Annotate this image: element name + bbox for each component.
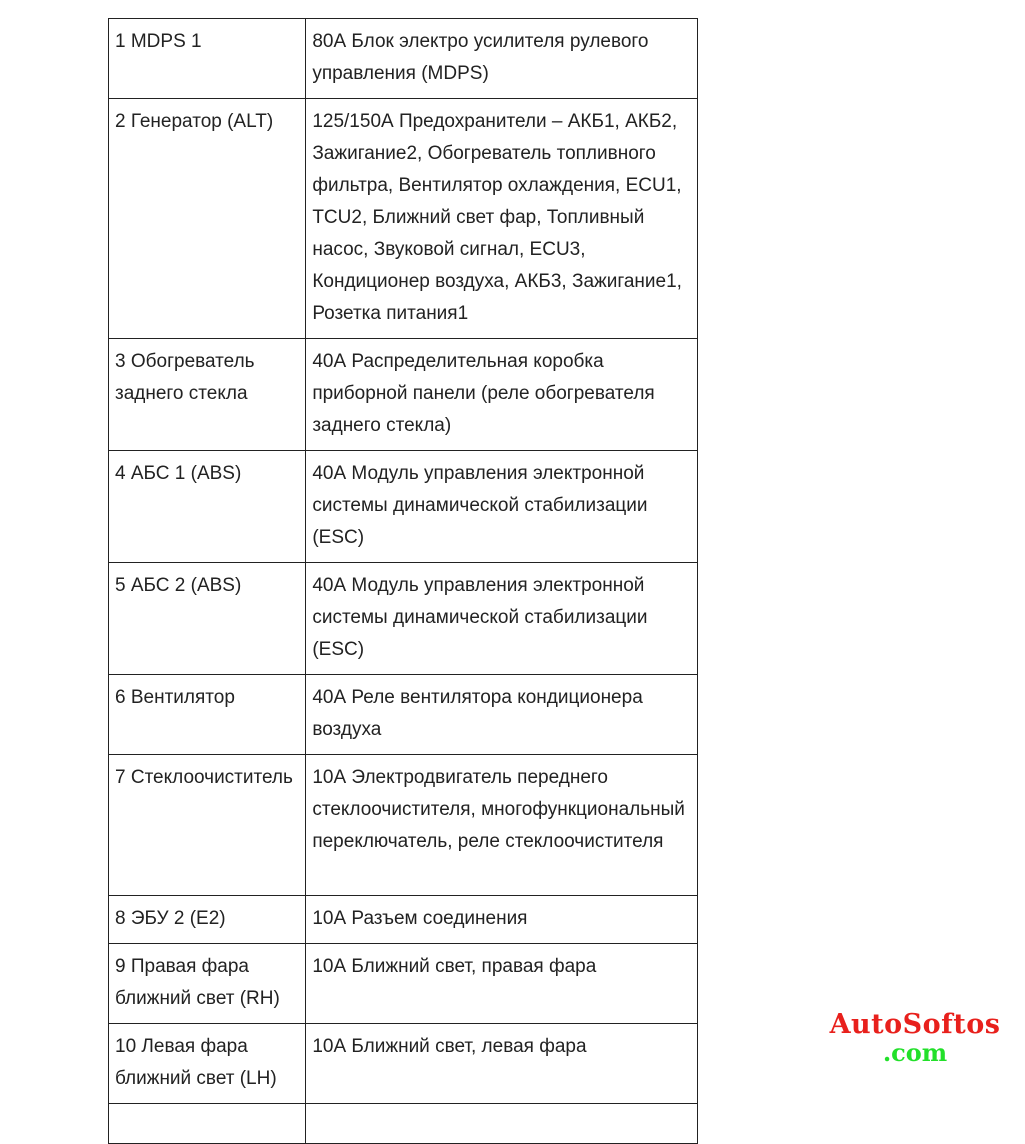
table-row — [109, 1104, 698, 1144]
table-row — [109, 451, 698, 563]
fuse-name-cell: 2 Генератор (ALT) — [109, 99, 306, 339]
fuse-name-cell: 7 Стеклоочиститель — [109, 755, 306, 896]
fuse-description-cell: 80А Блок электро усилителя рулевого управления (MDPS) — [306, 19, 698, 99]
fuse-name-cell: 3 Обогреватель заднего стекла — [109, 339, 306, 451]
table-row — [109, 675, 698, 755]
empty-cell — [306, 1104, 698, 1144]
watermark-line2: .com — [882, 1038, 948, 1067]
fuse-description-cell: 40А Модуль управления электронной системы динамической стабилизации (ESC) — [306, 451, 698, 563]
fuse-name-cell: 5 АБС 2 (ABS) — [109, 563, 306, 675]
fuse-description-cell: 40А Реле вентилятора кондиционера воздуха — [306, 675, 698, 755]
fuse-table — [108, 18, 698, 1144]
table-row — [109, 339, 698, 451]
fuse-description-cell: 125/150А Предохранители – АКБ1, АКБ2, Зажигание2, Обогреватель топливного фильтра, Вентилятор охлаждения, ECU1, TCU2, Ближний свет фар, Топливный насос, Звуковой сигнал, ECU3, Кондиционер воздуха, АКБ3, Зажигание1, Розетка питания1 — [306, 99, 698, 339]
fuse-name-cell: 10 Левая фара ближний свет (LH) — [109, 1024, 306, 1104]
fuse-description-cell: 40А Распределительная коробка приборной панели (реле обогревателя заднего стекла) — [306, 339, 698, 451]
table-row — [109, 99, 698, 339]
fuse-name-cell: 4 АБС 1 (ABS) — [109, 451, 306, 563]
watermark-line1: AutoSoftos — [829, 1009, 1001, 1040]
table-row — [109, 563, 698, 675]
table-row — [109, 896, 698, 944]
fuse-description-cell: 10А Электродвигатель переднего стеклоочистителя, многофункциональный переключатель, реле стеклоочистителя — [306, 755, 698, 896]
table-row — [109, 944, 698, 1024]
fuse-description-cell: 10А Ближний свет, правая фара — [306, 944, 698, 1024]
fuse-description-cell: 10А Ближний свет, левая фара — [306, 1024, 698, 1104]
watermark-logo — [815, 1010, 1015, 1066]
fuse-name-cell: 8 ЭБУ 2 (E2) — [109, 896, 306, 944]
table-row — [109, 19, 698, 99]
fuse-name-cell: 6 Вентилятор — [109, 675, 306, 755]
empty-cell — [109, 1104, 306, 1144]
table-row — [109, 1024, 698, 1104]
table-row — [109, 755, 698, 896]
fuse-name-cell: 1 MDPS 1 — [109, 19, 306, 99]
fuse-description-cell: 40А Модуль управления электронной системы динамической стабилизации (ESC) — [306, 563, 698, 675]
fuse-name-cell: 9 Правая фара ближний свет (RH) — [109, 944, 306, 1024]
fuse-description-cell: 10А Разъем соединения — [306, 896, 698, 944]
